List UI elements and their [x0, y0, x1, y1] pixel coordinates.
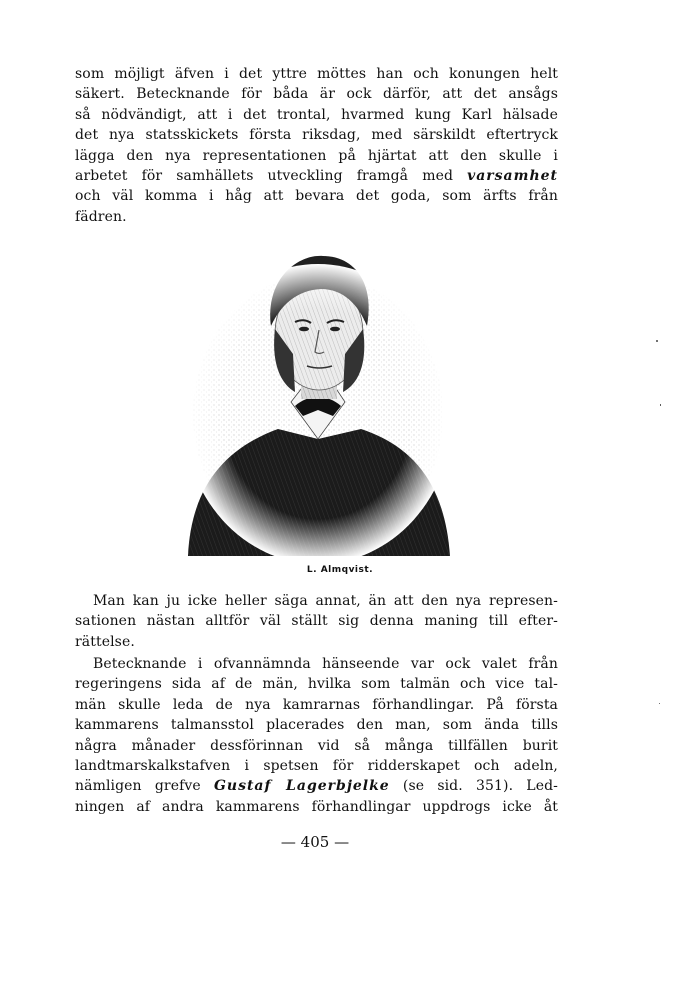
- text-line: kammarens talmansstol placerades den man, som ända tills: [75, 717, 558, 734]
- paper-speck: [659, 703, 660, 704]
- text-line: män skulle leda de nya kamrarnas förhandlingar. På första: [75, 696, 558, 713]
- text-line: rättelse.: [75, 633, 135, 650]
- text-line: lägga den nya representationen på hjärtat att den skulle i: [75, 147, 558, 164]
- text-line: Man kan ju icke heller säga annat, än att den nya represen-: [93, 593, 558, 609]
- text-line: regeringens sida af de män, hvilka som talmän och vice tal-: [75, 676, 558, 693]
- paper-speck: [656, 340, 658, 342]
- paragraph-2: [75, 591, 558, 652]
- paper-speck: [660, 404, 661, 406]
- text-line: Betecknande i ofvannämnda hänseende var ock valet från: [93, 656, 558, 672]
- text-line: ningen af andra kammarens förhandlingar uppdrogs icke åt: [75, 798, 558, 815]
- text-segment: (se sid. 351). Led-: [402, 778, 558, 795]
- emphasized-word: varsamhet: [467, 168, 558, 185]
- text-line: landtmarskalkstafven i spetsen för ridderskapet och adeln,: [75, 758, 558, 775]
- text-line: några månader dessförinnan vid så många tillfällen burit: [75, 737, 558, 754]
- page-number: — 405 —: [280, 833, 350, 851]
- text-line: sationen nästan alltför väl ställt sig denna maning till efter-: [75, 613, 558, 630]
- text-line: och väl komma i håg att bevara det goda, som ärfts från: [75, 188, 558, 205]
- emphasized-name: Gustaf Lagerbjelke: [213, 778, 390, 795]
- text-line: så nödvändigt, att i det trontal, hvarmed kung Karl hälsade: [75, 106, 558, 123]
- text-line: [75, 776, 558, 796]
- portrait-caption: L. Almqvist.: [306, 565, 374, 575]
- portrait-engraving: [183, 234, 453, 556]
- paragraph-1: [75, 64, 558, 227]
- text-line: som möjligt äfven i det yttre möttes han och konungen helt: [75, 66, 558, 82]
- text-line: [75, 166, 558, 186]
- paragraph-3: [75, 654, 558, 817]
- text-line: det nya statsskickets första riksdag, med särskildt eftertryck: [75, 127, 558, 144]
- text-segment: nämligen grefve: [75, 778, 201, 795]
- text-line: fädren.: [75, 208, 127, 225]
- text-line: säkert. Betecknande för båda är ock därför, att det ansågs: [75, 86, 558, 103]
- text-segment: arbetet för samhällets utveckling framgå med: [75, 168, 454, 185]
